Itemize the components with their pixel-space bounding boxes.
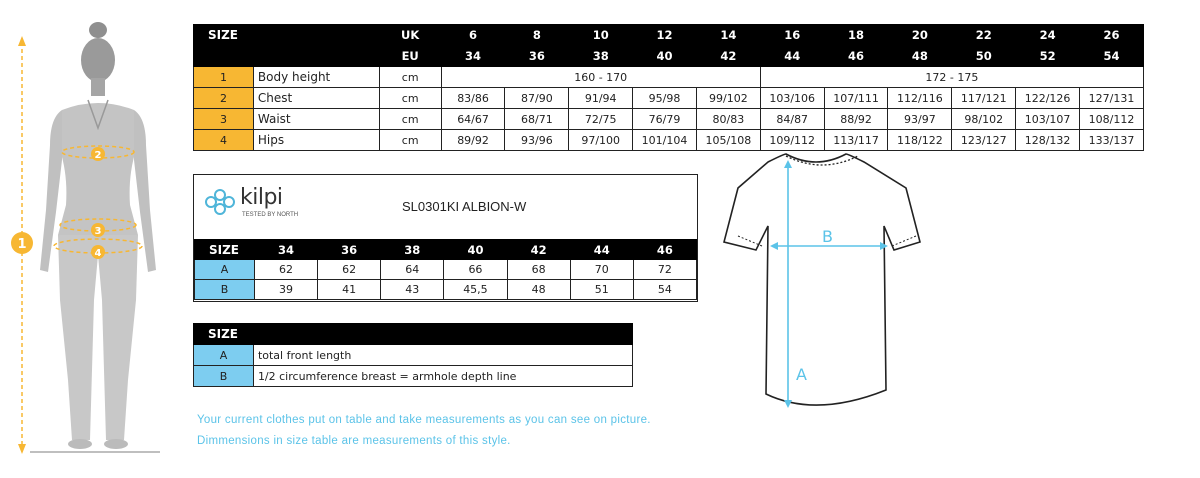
uk-size: 6 xyxy=(441,25,505,46)
row-label: B xyxy=(194,366,254,387)
uk-size: 16 xyxy=(760,25,824,46)
legend-table xyxy=(193,323,633,387)
measure-b-label: B xyxy=(822,227,833,246)
uk-size: 26 xyxy=(1080,25,1144,46)
row-label: Body height xyxy=(253,67,379,88)
row-number: 1 xyxy=(194,67,254,88)
legend-header-row xyxy=(194,324,633,345)
marker-1-label: 1 xyxy=(17,237,27,252)
product-size-row xyxy=(195,240,697,260)
value-cell: 51 xyxy=(570,280,633,300)
uk-size: 18 xyxy=(824,25,888,46)
eu-size: 38 xyxy=(569,46,633,67)
uk-size: 14 xyxy=(696,25,760,46)
size-header: SIZE xyxy=(194,324,254,345)
value-cell: 41 xyxy=(318,280,381,300)
value-cell: 89/92 xyxy=(441,130,505,151)
eu-size: 50 xyxy=(952,46,1016,67)
table-row-hips xyxy=(194,130,1144,151)
value-cell: 68 xyxy=(507,260,570,280)
value-cell: 88/92 xyxy=(824,109,888,130)
value-cell: 133/137 xyxy=(1080,130,1144,151)
instruction-note: Your current clothes put on table and take measurements as you can see on picture. xyxy=(197,414,651,426)
value-cell: 99/102 xyxy=(696,88,760,109)
marker-3-label: 3 xyxy=(94,226,102,237)
dimension-note: Dimmensions in size table are measurements of this style. xyxy=(197,435,511,447)
value-cell: 93/97 xyxy=(888,109,952,130)
brand-name: kilpi xyxy=(240,185,283,210)
table-row-b xyxy=(195,280,697,300)
eu-size: 42 xyxy=(696,46,760,67)
size-cell: 38 xyxy=(381,240,444,260)
value-cell: 64/67 xyxy=(441,109,505,130)
eu-size: 52 xyxy=(1016,46,1080,67)
unit-cell: cm xyxy=(379,67,441,88)
eu-size: 34 xyxy=(441,46,505,67)
value-cell: 64 xyxy=(381,260,444,280)
height-range-cell: 160 - 170 xyxy=(441,67,760,88)
size-cell: 42 xyxy=(507,240,570,260)
value-cell: 93/96 xyxy=(505,130,569,151)
value-cell: 70 xyxy=(570,260,633,280)
size-cell: 44 xyxy=(570,240,633,260)
legend-row-b xyxy=(194,366,633,387)
value-cell: 83/86 xyxy=(441,88,505,109)
uk-size: 24 xyxy=(1016,25,1080,46)
value-cell: 105/108 xyxy=(696,130,760,151)
product-measure-table xyxy=(194,239,697,300)
eu-size-row xyxy=(194,46,1144,67)
value-cell: 109/112 xyxy=(760,130,824,151)
tshirt-illustration xyxy=(722,150,922,415)
value-cell: 84/87 xyxy=(760,109,824,130)
row-label: A xyxy=(194,345,254,366)
value-cell: 113/117 xyxy=(824,130,888,151)
value-cell: 80/83 xyxy=(696,109,760,130)
value-cell: 118/122 xyxy=(888,130,952,151)
height-range-cell: 172 - 175 xyxy=(760,67,1143,88)
size-cell: 46 xyxy=(633,240,696,260)
table-row-a xyxy=(195,260,697,280)
value-cell: 117/121 xyxy=(952,88,1016,109)
size-header: SIZE xyxy=(194,25,380,46)
size-header-spacer xyxy=(194,46,380,67)
body-size-table xyxy=(193,24,1144,151)
uk-size: 12 xyxy=(633,25,697,46)
value-cell: 107/111 xyxy=(824,88,888,109)
eu-size: 36 xyxy=(505,46,569,67)
body-silhouette-illustration xyxy=(0,0,180,474)
uk-label: UK xyxy=(379,25,441,46)
table-row-waist xyxy=(194,109,1144,130)
value-cell: 39 xyxy=(254,280,317,300)
value-cell: 62 xyxy=(318,260,381,280)
brand-tagline: TESTED BY NORTH xyxy=(242,212,299,218)
value-cell: 103/107 xyxy=(1016,109,1080,130)
eu-size: 44 xyxy=(760,46,824,67)
eu-size: 40 xyxy=(633,46,697,67)
eu-size: 46 xyxy=(824,46,888,67)
legend-text: 1/2 circumference breast = armhole depth line xyxy=(253,366,632,387)
product-size-table xyxy=(193,174,698,302)
value-cell: 97/100 xyxy=(569,130,633,151)
legend-row-a xyxy=(194,345,633,366)
row-number: 2 xyxy=(194,88,254,109)
value-cell: 43 xyxy=(381,280,444,300)
uk-size-row xyxy=(194,25,1144,46)
eu-size: 48 xyxy=(888,46,952,67)
value-cell: 112/116 xyxy=(888,88,952,109)
value-cell: 48 xyxy=(507,280,570,300)
value-cell: 72 xyxy=(633,260,696,280)
value-cell: 62 xyxy=(254,260,317,280)
row-label: B xyxy=(195,280,255,300)
size-cell: 34 xyxy=(254,240,317,260)
table-row-body-height xyxy=(194,67,1144,88)
value-cell: 122/126 xyxy=(1016,88,1080,109)
row-label: Hips xyxy=(253,130,379,151)
eu-label: EU xyxy=(379,46,441,67)
value-cell: 87/90 xyxy=(505,88,569,109)
marker-2-label: 2 xyxy=(94,150,102,161)
size-cell: 40 xyxy=(444,240,507,260)
eu-size: 54 xyxy=(1080,46,1144,67)
size-header: SIZE xyxy=(195,240,255,260)
value-cell: 108/112 xyxy=(1080,109,1144,130)
value-cell: 103/106 xyxy=(760,88,824,109)
unit-cell: cm xyxy=(379,109,441,130)
row-number: 4 xyxy=(194,130,254,151)
value-cell: 123/127 xyxy=(952,130,1016,151)
value-cell: 54 xyxy=(633,280,696,300)
value-cell: 128/132 xyxy=(1016,130,1080,151)
table-row-chest xyxy=(194,88,1144,109)
value-cell: 66 xyxy=(444,260,507,280)
value-cell: 127/131 xyxy=(1080,88,1144,109)
row-label: Waist xyxy=(253,109,379,130)
product-model: SL0301KI ALBION-W xyxy=(402,199,527,214)
product-header xyxy=(194,175,697,238)
row-label: A xyxy=(195,260,255,280)
measure-a-label: A xyxy=(796,365,807,384)
value-cell: 95/98 xyxy=(633,88,697,109)
marker-4-label: 4 xyxy=(94,248,102,259)
legend-text: total front length xyxy=(253,345,632,366)
value-cell: 76/79 xyxy=(633,109,697,130)
value-cell: 91/94 xyxy=(569,88,633,109)
body-figure xyxy=(0,0,180,474)
uk-size: 20 xyxy=(888,25,952,46)
value-cell: 68/71 xyxy=(505,109,569,130)
legend-header-spacer xyxy=(253,324,632,345)
value-cell: 72/75 xyxy=(569,109,633,130)
value-cell: 101/104 xyxy=(633,130,697,151)
uk-size: 22 xyxy=(952,25,1016,46)
value-cell: 98/102 xyxy=(952,109,1016,130)
unit-cell: cm xyxy=(379,130,441,151)
row-label: Chest xyxy=(253,88,379,109)
uk-size: 8 xyxy=(505,25,569,46)
size-cell: 36 xyxy=(318,240,381,260)
value-cell: 45,5 xyxy=(444,280,507,300)
row-number: 3 xyxy=(194,109,254,130)
uk-size: 10 xyxy=(569,25,633,46)
kilpi-logo-icon xyxy=(202,187,238,217)
unit-cell: cm xyxy=(379,88,441,109)
